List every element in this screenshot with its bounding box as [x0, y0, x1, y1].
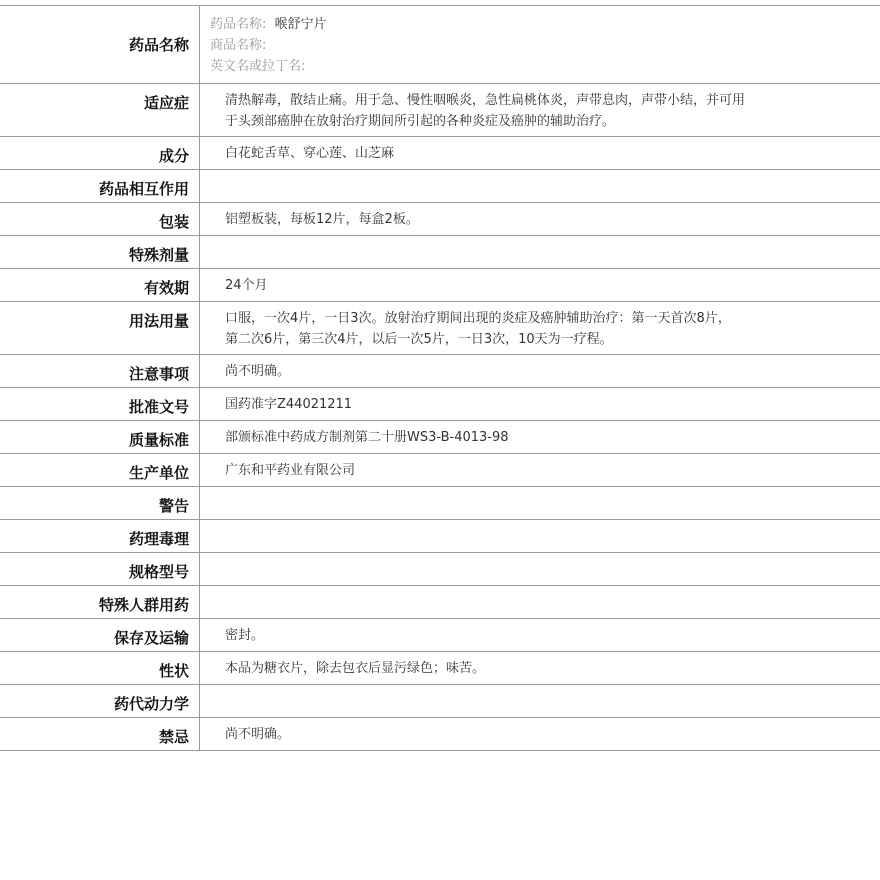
- table-row: [0, 203, 880, 236]
- row-value: [200, 388, 880, 420]
- row-label: 药品相互作用: [0, 170, 200, 202]
- table-row: [0, 619, 880, 652]
- row-label: 包装: [0, 203, 200, 235]
- row-label: 适应症: [0, 84, 200, 136]
- table-row: [0, 236, 880, 269]
- table-row: [0, 355, 880, 388]
- row-label: 注意事项: [0, 355, 200, 387]
- value-line: 于头颈部癌肿在放射治疗期间所引起的各种炎症及癌肿的辅助治疗。: [225, 114, 616, 129]
- row-value: [200, 236, 880, 268]
- value-line: 尚不明确。: [225, 727, 291, 742]
- row-label: 药品名称: [0, 6, 200, 83]
- field-key: 药品名称:: [210, 17, 267, 32]
- value-line: 铝塑板装，每板12片，每盒2板。: [225, 212, 419, 227]
- row-value: [200, 619, 880, 651]
- value-line: 口服，一次4片，一日3次。放射治疗期间出现的炎症及癌肿辅助治疗：第一天首次8片，: [225, 311, 731, 326]
- row-label: 质量标准: [0, 421, 200, 453]
- value-line: 24个月: [225, 278, 268, 293]
- row-label: 有效期: [0, 269, 200, 301]
- row-value: [200, 421, 880, 453]
- table-row: [0, 137, 880, 170]
- row-drug-name: [0, 5, 880, 84]
- row-label: 药理毒理: [0, 520, 200, 552]
- row-label: 禁忌: [0, 718, 200, 750]
- table-row: [0, 652, 880, 685]
- value-line: 清热解毒，散结止痛。用于急、慢性咽喉炎，急性扁桃体炎，声带息肉，声带小结，并可用: [225, 93, 746, 108]
- row-value: [200, 520, 880, 552]
- row-label: 批准文号: [0, 388, 200, 420]
- table-row: [0, 553, 880, 586]
- row-label: 规格型号: [0, 553, 200, 585]
- row-label: 性状: [0, 652, 200, 684]
- field-key: 商品名称:: [210, 38, 267, 53]
- name-field-trade: [210, 35, 872, 56]
- table-row: [0, 269, 880, 302]
- row-label: 药代动力学: [0, 685, 200, 717]
- row-value: [200, 170, 880, 202]
- table-row: [0, 520, 880, 553]
- drug-info-table: [0, 5, 880, 751]
- name-field-generic: [210, 14, 872, 35]
- row-value: [200, 685, 880, 717]
- table-row: [0, 718, 880, 751]
- row-value: [200, 454, 880, 486]
- table-row: [0, 388, 880, 421]
- table-row: [0, 487, 880, 520]
- row-value: [200, 586, 880, 618]
- row-value: [200, 269, 880, 301]
- table-row: [0, 84, 880, 137]
- row-label: 特殊人群用药: [0, 586, 200, 618]
- row-label: 生产单位: [0, 454, 200, 486]
- field-value: 喉舒宁片: [274, 17, 327, 32]
- name-field-english: [210, 56, 872, 77]
- row-value: [200, 84, 880, 136]
- row-value: [200, 203, 880, 235]
- row-value: [200, 355, 880, 387]
- value-line: 密封。: [225, 628, 265, 643]
- field-key: 英文名或拉丁名:: [210, 59, 306, 74]
- table-row: [0, 685, 880, 718]
- row-value: [200, 652, 880, 684]
- value-line: 尚不明确。: [225, 364, 291, 379]
- value-line: 本品为糖衣片，除去包衣后显污绿色；味苦。: [225, 661, 486, 676]
- table-row: [0, 421, 880, 454]
- value-line: 广东和平药业有限公司: [225, 463, 356, 478]
- table-row: [0, 454, 880, 487]
- row-value: [200, 487, 880, 519]
- row-value: [200, 137, 880, 169]
- name-fields: [200, 6, 880, 83]
- row-label: 特殊剂量: [0, 236, 200, 268]
- row-label: 保存及运输: [0, 619, 200, 651]
- row-label: 警告: [0, 487, 200, 519]
- value-line: 白花蛇舌草、穿心莲、山芝麻: [225, 146, 395, 161]
- row-label: 成分: [0, 137, 200, 169]
- row-value: [200, 302, 880, 354]
- table-row: [0, 170, 880, 203]
- value-line: 第二次6片，第三次4片，以后一次5片，一日3次，10天为一疗程。: [225, 332, 613, 347]
- value-line: 国药准字Z44021211: [225, 397, 353, 412]
- row-value: [200, 718, 880, 750]
- value-line: 部颁标准中药成方制剂第二十册WS3-B-4013-98: [225, 430, 509, 445]
- table-row: [0, 586, 880, 619]
- table-row: [0, 302, 880, 355]
- row-label: 用法用量: [0, 302, 200, 354]
- row-value: [200, 553, 880, 585]
